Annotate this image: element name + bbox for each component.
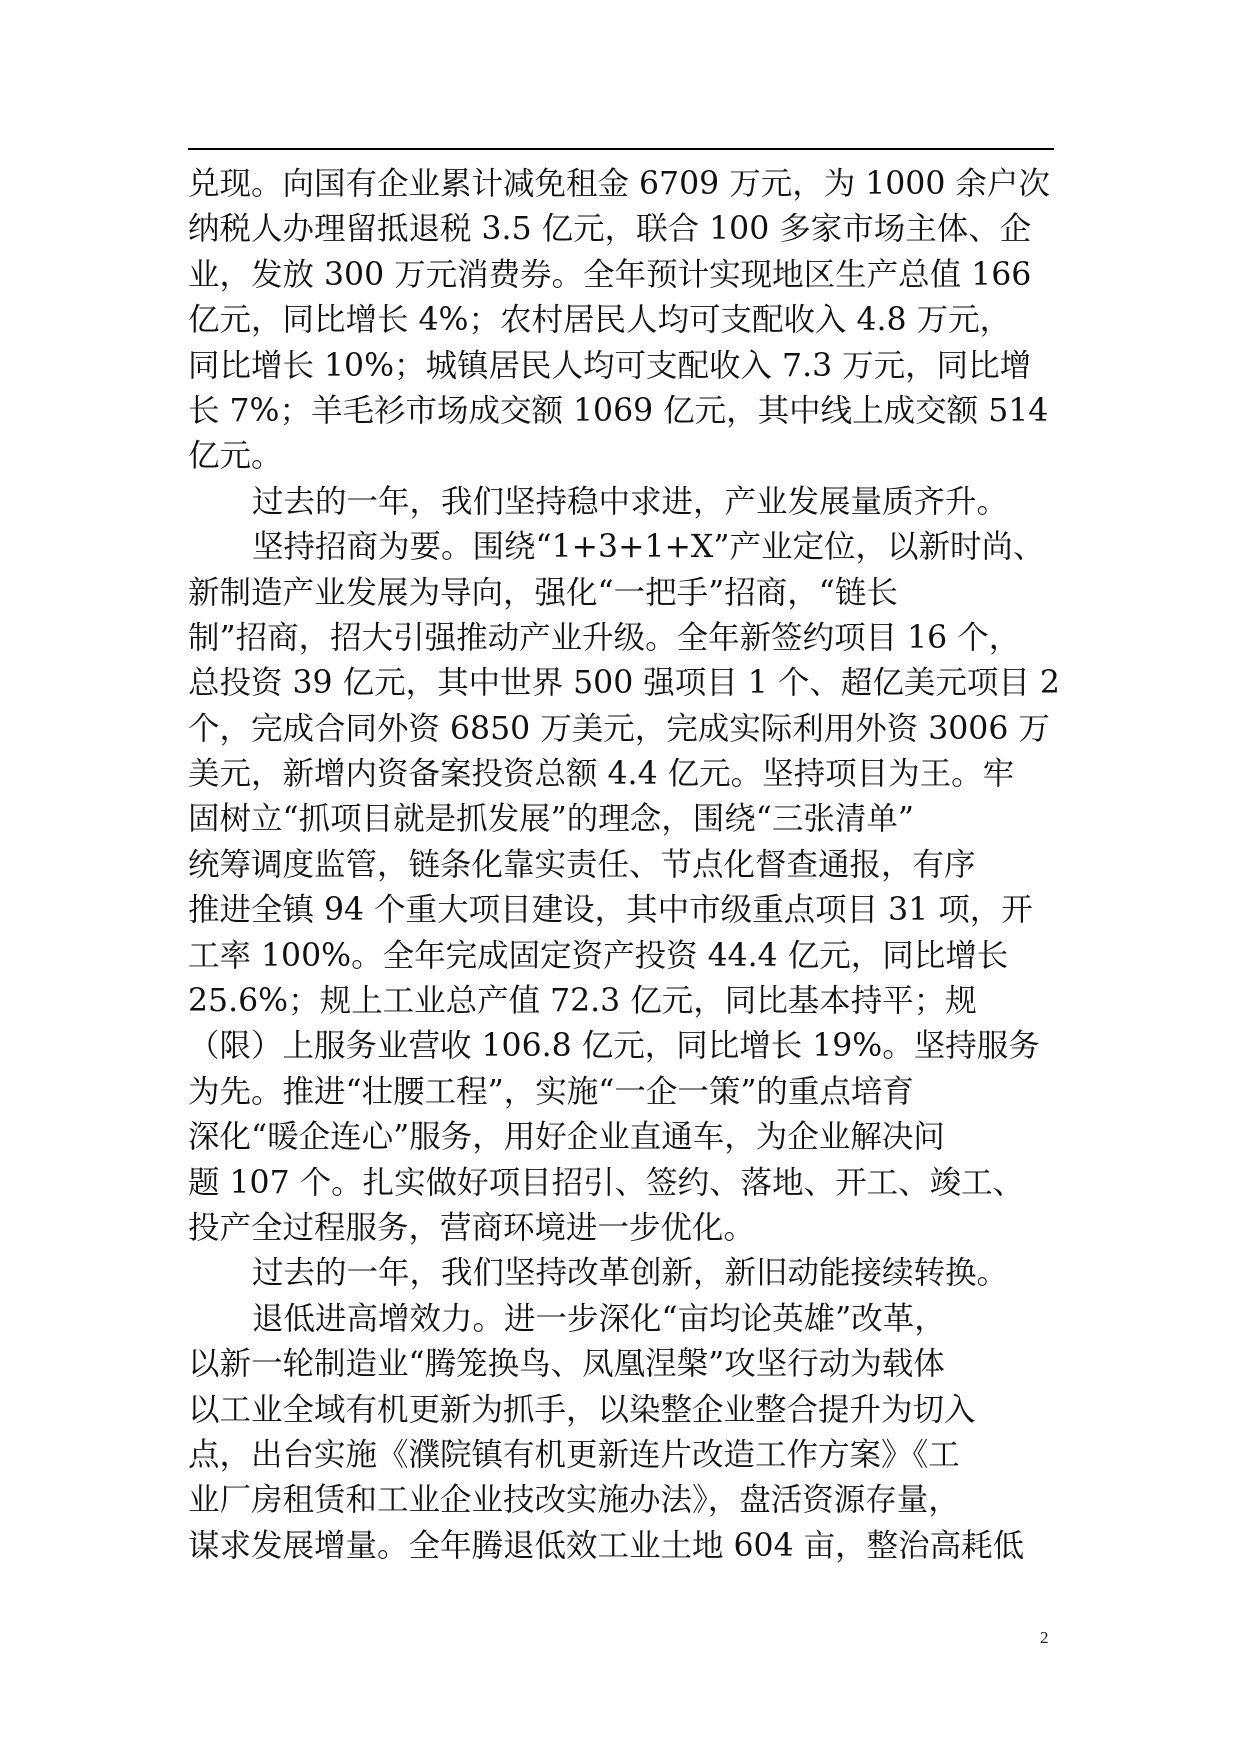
text-line: 总投资 39 亿元，其中世界 500 强项目 1 个、超亿美元项目 2 — [188, 665, 1060, 702]
text-line: 业，发放 300 万元消费券。全年预计实现地区生产总值 166 — [188, 256, 1032, 293]
text-line: 题 107 个。扎实做好项目招引、签约、落地、开工、竣工、 — [188, 1164, 1025, 1201]
text-line: 亿元。 — [188, 438, 283, 475]
text-line: 为先。推进“壮腰工程”，实施“一企一策”的重点培育 — [188, 1073, 914, 1110]
text-line: 亿元，同比增长 4%；农村居民人均可支配收入 4.8 万元， — [188, 302, 1012, 339]
text-line: 纳税人办理留抵退税 3.5 亿元，联合 100 多家市场主体、企 — [188, 211, 1032, 248]
text-line: 美元，新增内资备案投资总额 4.4 亿元。坚持项目为王。牢 — [188, 756, 1015, 793]
text-line: 同比增长 10%；城镇居民人均可支配收入 7.3 万元，同比增 — [188, 347, 1032, 384]
text-line: 长 7%；羊毛衫市场成交额 1069 亿元，其中线上成交额 514 — [188, 392, 1049, 429]
paragraph-start-line: 退低进高增效力。进一步深化“亩均论英雄”改革， — [252, 1300, 946, 1337]
text-line: 点，出台实施《濮院镇有机更新连片改造工作方案》《工 — [188, 1436, 960, 1473]
paragraph-heading-line: 过去的一年，我们坚持稳中求进，产业发展量质齐升。 — [252, 483, 1009, 520]
text-line: 以工业全域有机更新为抓手，以染整企业整合提升为切入 — [188, 1391, 976, 1428]
text-line: 投产全过程服务，营商环境进一步优化。 — [188, 1209, 756, 1246]
text-line: 以新一轮制造业“腾笼换鸟、凤凰涅槃”攻坚行动为载体 — [188, 1346, 945, 1383]
paragraph-start-line: 坚持招商为要。围绕“1+3+1+X”产业定位，以新时尚、 — [252, 529, 1045, 566]
page-number: 2 — [1040, 1628, 1049, 1647]
text-line: 个，完成合同外资 6850 万美元，完成实际利用外资 3006 万 — [188, 710, 1050, 747]
text-line: 统筹调度监管，链条化靠实责任、节点化督查通报，有序 — [188, 846, 976, 883]
paragraph-heading-line: 过去的一年，我们坚持改革创新，新旧动能接续转换。 — [252, 1255, 1009, 1292]
text-line: 推进全镇 94 个重大项目建设，其中市级重点项目 31 项，开 — [188, 892, 1033, 929]
text-line: 深化“暖企连心”服务，用好企业直通车，为企业解决问 — [188, 1119, 945, 1156]
text-line: 谋求发展增量。全年腾退低效工业土地 604 亩，整治高耗低 — [188, 1527, 1025, 1564]
text-line: 新制造产业发展为导向，强化“一把手”招商，“链长 — [188, 574, 898, 611]
document-body — [188, 162, 1060, 1569]
text-line: 25.6%；规上工业总产值 72.3 亿元，同比基本持平；规 — [188, 983, 977, 1020]
text-line: 兑现。向国有企业累计减免租金 6709 万元，为 1000 余户次 — [188, 166, 1050, 202]
text-line: 工率 100%。全年完成固定资产投资 44.4 亿元，同比增长 — [188, 937, 1009, 974]
header-rule — [188, 148, 1054, 150]
text-line: 制”招商，招大引强推动产业升级。全年新签约项目 16 个， — [188, 619, 1021, 656]
text-line: 业厂房租赁和工业企业技改实施办法》，盘活资源存量， — [188, 1482, 960, 1519]
text-line: 固树立“抓项目就是抓发展”的理念，围绕“三张清单” — [188, 801, 914, 838]
text-line: （限）上服务业营收 106.8 亿元，同比增长 19%。坚持服务 — [188, 1028, 1040, 1065]
